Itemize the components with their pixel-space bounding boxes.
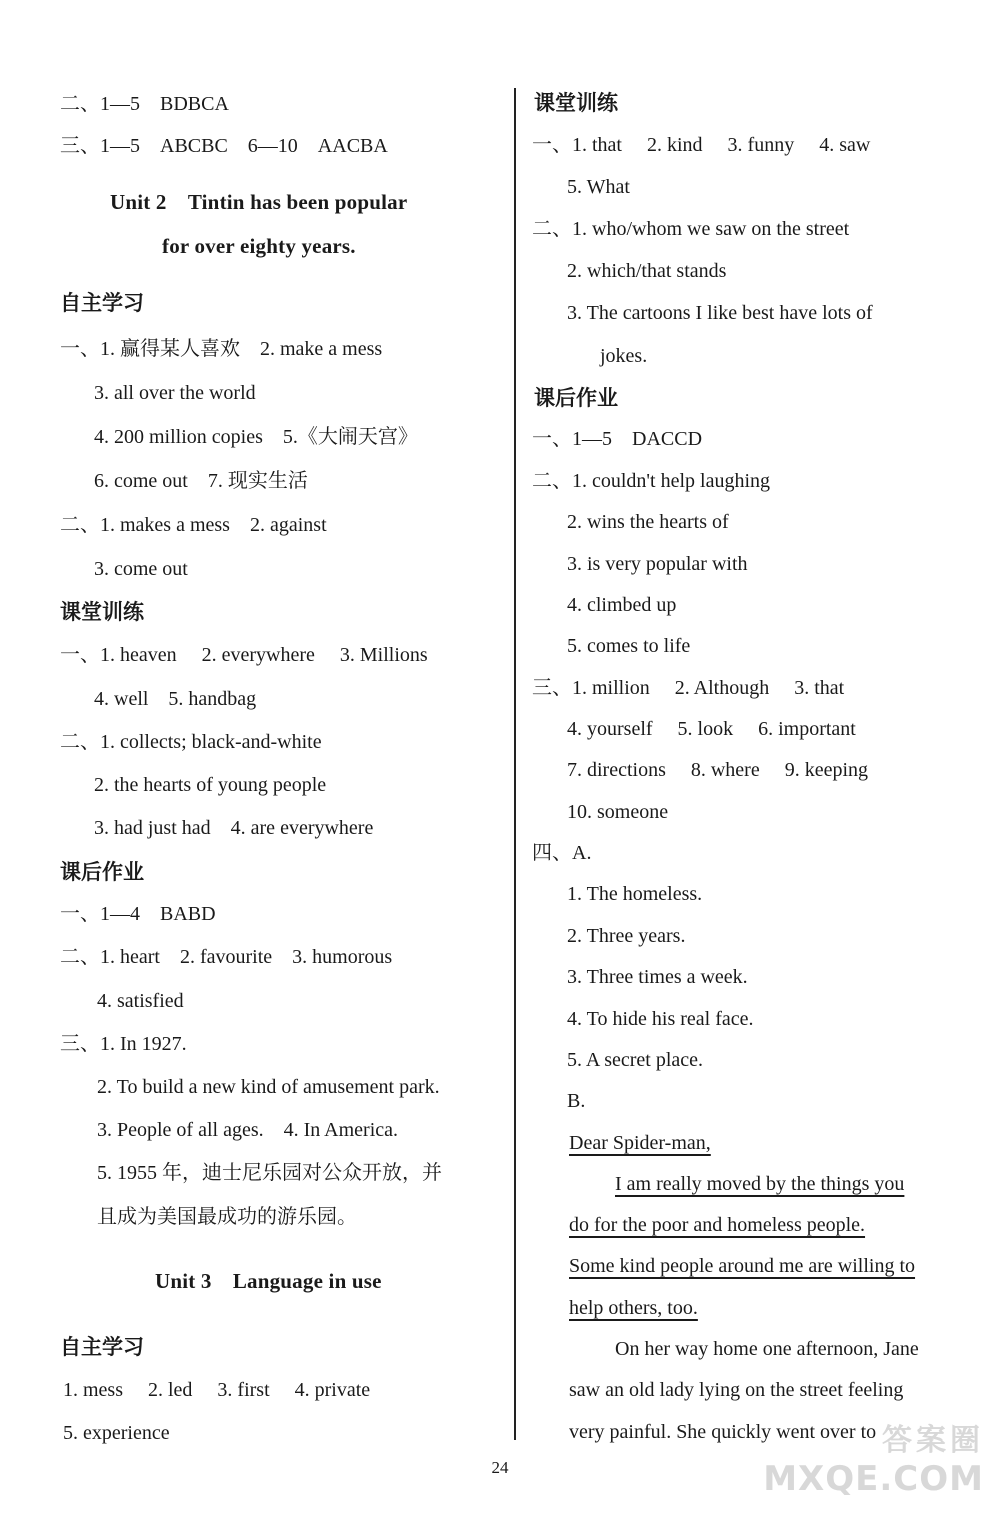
- letter-line: saw an old lady lying on the street feeling: [569, 1379, 904, 1401]
- answer-line: 4. To hide his real face.: [567, 1008, 754, 1030]
- answer-line: 4. satisfied: [97, 990, 184, 1012]
- answer-line: 4. well 5. handbag: [94, 688, 257, 710]
- section-heading: 课堂训练: [60, 600, 144, 624]
- answer-line: 二、1. makes a mess 2. against: [60, 514, 327, 536]
- answer-line: 2. the hearts of young people: [94, 774, 327, 796]
- answer-line: 一、1. heaven 2. everywhere 3. Millions: [60, 644, 428, 666]
- answer-line: 三、1. million 2. Although 3. that: [532, 677, 845, 699]
- letter-line: help others, too.: [569, 1297, 698, 1319]
- answer-line: 3. is very popular with: [567, 553, 748, 575]
- answer-line: 3. come out: [94, 558, 188, 580]
- answer-line: 3. all over the world: [94, 382, 256, 404]
- section-heading: 自主学习: [60, 291, 144, 315]
- section-heading: 课后作业: [60, 860, 144, 884]
- answer-line: 3. had just had 4. are everywhere: [94, 817, 374, 839]
- answer-line: 1. The homeless.: [567, 883, 703, 905]
- watermark: [763, 1415, 984, 1499]
- answer-line: 4. yourself 5. look 6. important: [567, 718, 856, 740]
- section-heading: 课堂训练: [534, 91, 618, 115]
- answer-line: 一、1—4 BABD: [60, 903, 216, 925]
- column-divider: [514, 88, 516, 1440]
- answer-line: 5. A secret place.: [567, 1049, 704, 1071]
- answer-line: 5. experience: [63, 1422, 170, 1444]
- letter-line: Dear Spider-man,: [569, 1132, 711, 1154]
- answer-line: 二、1. couldn't help laughing: [532, 470, 771, 492]
- section-heading: 课后作业: [534, 386, 618, 410]
- answer-line: 5. What: [567, 176, 630, 198]
- section-heading: 自主学习: [60, 1335, 144, 1359]
- answer-line: 且成为美国最成功的游乐园。: [97, 1206, 357, 1228]
- letter-line: I am really moved by the things you: [615, 1173, 905, 1195]
- answer-line: 二、1. collects; black-and-white: [60, 731, 322, 753]
- letter-line: very painful. She quickly went over to: [569, 1421, 877, 1443]
- answer-line: 一、1. 赢得某人喜欢 2. make a mess: [60, 338, 383, 360]
- answer-line: 2. wins the hearts of: [567, 511, 729, 533]
- answer-line: 7. directions 8. where 9. keeping: [567, 759, 869, 781]
- answer-line: 1. mess 2. led 3. first 4. private: [63, 1379, 371, 1401]
- answer-line: 一、1. that 2. kind 3. funny 4. saw: [532, 134, 871, 156]
- page-number: 24: [491, 1458, 509, 1477]
- answer-line: jokes.: [600, 345, 648, 367]
- answer-line: 5. 1955 年，迪士尼乐园对公众开放，并: [97, 1162, 442, 1184]
- letter-line: Some kind people around me are willing to: [569, 1255, 916, 1277]
- answer-line: 6. come out 7. 现实生活: [94, 470, 308, 492]
- watermark-line1: 答案圈: [882, 1423, 984, 1458]
- answer-line: 四、A.: [532, 842, 592, 864]
- answer-line: 一、1—5 DACCD: [532, 428, 703, 450]
- answer-line: 10. someone: [567, 801, 669, 823]
- answer-line: 3. People of all ages. 4. In America.: [97, 1119, 399, 1141]
- answer-line: 3. Three times a week.: [567, 966, 748, 988]
- unit2-title-cont: for over eighty years.: [162, 234, 356, 258]
- unit3-title: Unit 3 Language in use: [155, 1269, 382, 1293]
- watermark-line2: MXQE.COM: [763, 1459, 984, 1499]
- answer-line: 2. Three years.: [567, 925, 686, 947]
- letter-line: On her way home one afternoon, Jane: [615, 1338, 919, 1360]
- answer-line: 5. comes to life: [567, 635, 691, 657]
- answer-line: 3. The cartoons I like best have lots of: [567, 302, 873, 324]
- answer-line: 二、1—5 BDBCA: [60, 93, 229, 115]
- answer-line: 4. climbed up: [567, 594, 677, 616]
- answer-line: 2. To build a new kind of amusement park.: [97, 1076, 440, 1098]
- answer-line: 4. 200 million copies 5.《大闹天宫》: [94, 426, 418, 448]
- answer-line: 三、1—5 ABCBC 6—10 AACBA: [60, 135, 388, 157]
- answer-line: 二、1. heart 2. favourite 3. humorous: [60, 946, 393, 968]
- unit2-title: Unit 2 Tintin has been popular: [110, 190, 408, 214]
- letter-line: do for the poor and homeless people.: [569, 1214, 866, 1236]
- answer-line: 二、1. who/whom we saw on the street: [532, 218, 850, 240]
- answer-line: 三、1. In 1927.: [60, 1033, 187, 1055]
- answer-line: 2. which/that stands: [567, 260, 727, 282]
- answer-line: B.: [567, 1090, 586, 1112]
